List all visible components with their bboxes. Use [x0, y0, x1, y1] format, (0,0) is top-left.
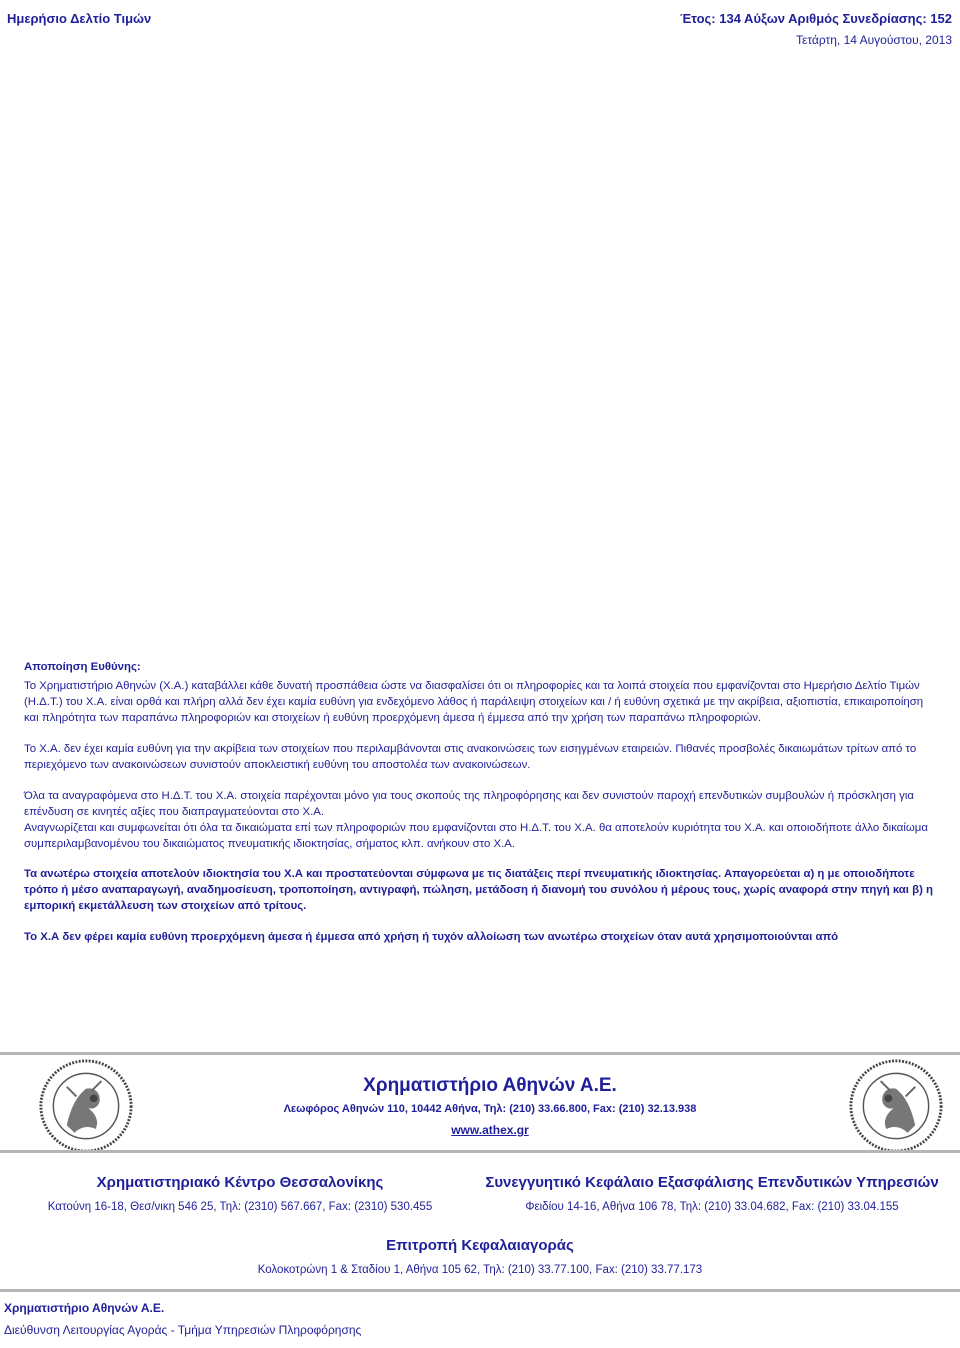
thessaloniki-center-name: Χρηματιστηριακό Κέντρο Θεσσαλονίκης — [96, 1174, 384, 1191]
disclaimer-paragraph-3: Όλα τα αναγραφόμενα στο Η.Δ.Τ. του Χ.Α. στοιχεία παρέχονται μόνο για τους σκοπούς της πληροφόρησης και δεν συνιστούν παροχή επενδυτικών συμβουλών ή πρόσκληση για επένδυση σε κινητές αξίες που διαπραγματεύονται στο Χ.Α. — [24, 790, 914, 818]
disclaimer-paragraph-5: Τα ανωτέρω στοιχεία αποτελούν ιδιοκτησία του Χ.Α και προστατεύονται σύμφωνα με τις διατάξεις περί πνευματικής ιδιοκτησίας. Απαγορεύεται α) η με οποιοδήποτε τρόπο ή μέσο αναπαραγωγή, αναδημοσίευση, τροποποίηση, αντιγραφή, πώληση, μετάδοση ή διανομή του συνόλου ή μέρους τους, χωρίς αναφορά στην πηγή και β) η εμπορική εκμετάλλευση των στοιχείων από τρίτους. — [24, 868, 933, 912]
bottom-divider — [0, 1289, 960, 1292]
bulletin-date: Τετάρτη, 14 Αυγούστου, 2013 — [795, 33, 952, 47]
thessaloniki-center-block — [20, 1174, 460, 1213]
athex-seal-logo — [38, 1058, 134, 1154]
middle-divider — [0, 1150, 960, 1153]
capital-market-commission-address: Κολοκοτρώνη 1 & Σταδίου 1, Αθήνα 105 62, Τηλ: (210) 33.77.100, Fax: (210) 33.77.173 — [257, 1264, 703, 1276]
thessaloniki-center-address: Κατούνη 16-18, Θεσ/νικη 546 25, Τηλ: (2310) 567.667, Fax: (2310) 530.455 — [47, 1201, 433, 1213]
footer-organization: Χρηματιστήριο Αθηνών Α.Ε. — [4, 1301, 165, 1315]
top-divider — [0, 1052, 960, 1055]
disclaimer-paragraph-6: Το Χ.Α δεν φέρει καμία ευθύνη προερχόμενη άμεσα ή έμμεσα από χρήση ή τυχόν αλλοίωση των ανωτέρω στοιχείων όταν αυτά χρησιμοποιούνται από — [24, 931, 839, 943]
athens-exchange-seal-logo — [848, 1058, 944, 1154]
guarantee-fund-name: Συνεγγυητικό Κεφάλαιο Εξασφάλισης Επενδυτικών Υπηρεσιών — [485, 1174, 939, 1191]
athex-website-link[interactable]: www.athex.gr — [451, 1123, 529, 1137]
session-info: Έτος: 134 Αύξων Αριθμός Συνεδρίασης: 152 — [680, 11, 952, 26]
bulletin-title: Ημερήσιο Δελτίο Τιμών — [7, 11, 152, 26]
disclaimer-paragraph-2: Το Χ.Α. δεν έχει καμία ευθύνη για την ακρίβεια των στοιχείων που περιλαμβάνονται στις ανακοινώσεις των εισηγμένων εταιρειών. Πιθανές προσβολές δικαιωμάτων τρίτων από το περιεχόμενο των ανακοινώσεων συνιστούν αποκλειστική ευθύνη του αποστολέα των ανακοινώσεων. — [24, 743, 917, 771]
disclaimer-paragraph-1: Το Χρηματιστήριο Αθηνών (Χ.Α.) καταβάλλει κάθε δυνατή προσπάθεια ώστε να διασφαλίσει ότι οι πληροφορίες και τα λοιπά στοιχεία που εμφανίζονται στο Ημερήσιο Δελτίο Τιμών (Η.Δ.Τ.) του Χ.Α. είναι ορθά και πλήρη αλλά δεν έχει καμία ευθύνη για ενδεχόμενο λάθος ή παράλειψη στοιχείων και / ή ευθύνη σχετικά με την ακρίβεια, αξιοπιστία, επικαιροποίηση και πληρότητα των παραπάνω πληροφοριών και στοιχείων ή ευθύνη προερχόμενη άμεσα ή έμμεσα από την χρήση των παραπάνω πληροφοριών. — [24, 680, 924, 724]
disclaimer-paragraph-4: Αναγνωρίζεται και συμφωνείται ότι όλα τα δικαιώματα επί των πληροφοριών που εμφανίζονται στο Η.Δ.Τ. του Χ.Α. θα αποτελούν κυριότητα του Χ.Α. και οποιοδήποτε άλλο δικαίωμα συμπεριλαμβανομένου του δικαιώματος πνευματικής ιδιοκτησίας, σήματος κλπ. ανήκουν στο Χ.Α. — [24, 822, 928, 850]
capital-market-commission-name: Επιτροπή Κεφαλαιαγοράς — [386, 1237, 574, 1254]
disclaimer-title: Αποποίηση Ευθύνης: — [24, 661, 141, 673]
athex-address: Λεωφόρος Αθηνών 110, 10442 Αθήνα, Τηλ: (210) 33.66.800, Fax: (210) 32.13.938 — [283, 1103, 697, 1115]
capital-market-commission-block — [220, 1237, 740, 1276]
footer-department: Διεύθυνση Λειτουργίας Αγοράς - Τμήμα Υπηρεσιών Πληροφόρησης — [4, 1323, 362, 1337]
guarantee-fund-block — [482, 1174, 942, 1213]
guarantee-fund-address: Φειδίου 14-16, Αθήνα 106 78, Τηλ: (210) 33.04.682, Fax: (210) 33.04.155 — [525, 1201, 899, 1213]
athex-name: Χρηματιστήριο Αθηνών Α.Ε. — [363, 1075, 617, 1096]
disclaimer-section — [24, 659, 939, 945]
